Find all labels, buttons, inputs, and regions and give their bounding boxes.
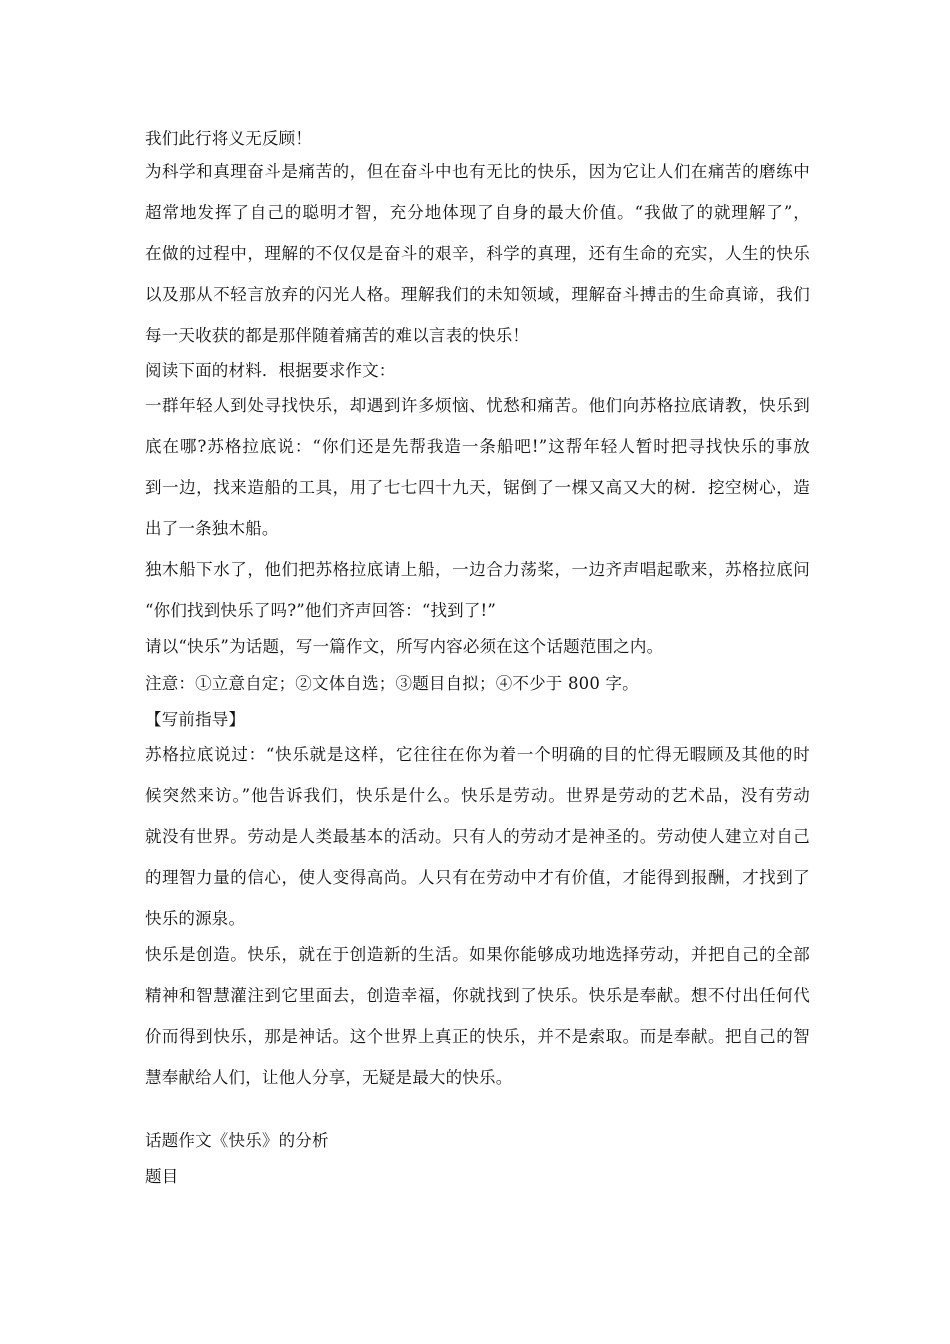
text-line: 注意：①立意自定；②文体自选；③题目自拟；④不少于 800 字。: [145, 674, 639, 693]
text-line: 出了一条独木船。: [145, 519, 279, 538]
section-heading: 话题作文《快乐》的分析: [145, 1131, 329, 1150]
text-line: 精神和智慧灌注到它里面去，创造幸福，你就找到了快乐。快乐是奉献。想不付出任何代: [145, 986, 810, 1005]
text-line: 每一天收获的都是那伴随着痛苦的难以言表的快乐！: [145, 326, 530, 345]
text-line: 就没有世界。劳动是人类最基本的活动。只有人的劳动才是神圣的。劳动使人建立对自己: [145, 827, 810, 846]
text-line: 到一边，找来造船的工具，用了七七四十九天，锯倒了一棵又高又大的树．挖空树心，造: [145, 478, 810, 497]
section-heading: 题目: [145, 1167, 179, 1186]
text-line: 候突然来访。”他告诉我们，快乐是什么。快乐是劳动。世界是劳动的艺术品，没有劳动: [145, 786, 810, 805]
text-line: 慧奉献给人们，让他人分享，无疑是最大的快乐。: [145, 1068, 513, 1087]
text-line: 为科学和真理奋斗是痛苦的，但在奋斗中也有无比的快乐，因为它让人们在痛苦的磨练中: [145, 162, 810, 181]
text-line: 请以“快乐”为话题，写一篇作文，所写内容必须在这个话题范围之内。: [145, 637, 664, 656]
text-line: 独木船下水了，他们把苏格拉底请上船，一边合力荡桨，一边齐声唱起歌来，苏格拉底问: [145, 560, 810, 579]
text-line: 在做的过程中，理解的不仅仅是奋斗的艰辛，科学的真理，还有生命的充实，人生的快乐: [145, 244, 810, 263]
text-line: 底在哪?苏格拉底说：“你们还是先帮我造一条船吧!”这帮年轻人暂时把寻找快乐的事放: [145, 437, 810, 456]
text-line: “你们找到快乐了吗?”他们齐声回答：“找到了!”: [145, 601, 497, 620]
text-line: 阅读下面的材料．根据要求作文：: [145, 361, 396, 380]
text-line: 快乐的源泉。: [145, 909, 246, 928]
text-line: 以及那从不轻言放弃的闪光人格。理解我们的未知领域，理解奋斗搏击的生命真谛，我们: [145, 285, 810, 304]
section-heading: 【写前指导】: [145, 710, 246, 729]
text-line: 的理智力量的信心，使人变得高尚。人只有在劳动中才有价值，才能得到报酬，才找到了: [145, 868, 810, 887]
text-line: 一群年轻人到处寻找快乐，却遇到许多烦恼、忧愁和痛苦。他们向苏格拉底请教，快乐到: [145, 396, 810, 415]
text-line: 苏格拉底说过：“快乐就是这样，它往往在你为着一个明确的目的忙得无暇顾及其他的时: [145, 745, 810, 764]
text-line: 快乐是创造。快乐，就在于创造新的生活。如果你能够成功地选择劳动，并把自己的全部: [145, 945, 810, 964]
text-line: 我们此行将义无反顾！: [145, 129, 312, 148]
text-line: 价而得到快乐，那是神话。这个世界上真正的快乐，并不是索取。而是奉献。把自己的智: [145, 1027, 810, 1046]
text-line: 超常地发挥了自己的聪明才智，充分地体现了自身的最大价值。“我做了的就理解了”，: [145, 203, 810, 222]
